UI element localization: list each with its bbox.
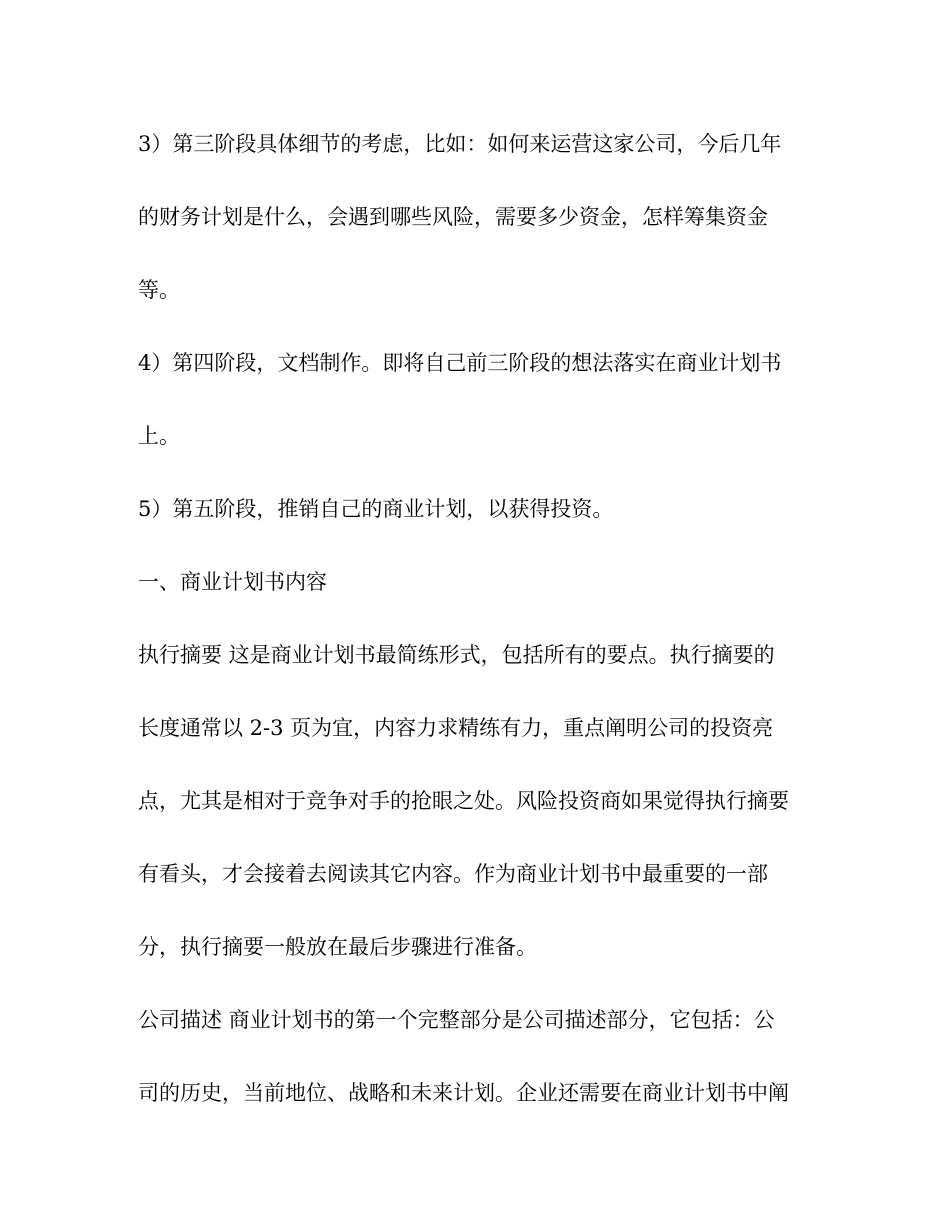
text-line: 4）第四阶段，文档制作。即将自己前三阶段的想法落实在商业计划书 xyxy=(138,351,782,375)
text-line: 的财务计划是什么，会遇到哪些风险，需要多少资金，怎样筹集资金 xyxy=(138,205,768,229)
text-line: 5）第五阶段，推销自己的商业计划，以获得投资。 xyxy=(138,497,614,521)
text-line: 公司描述 商业计划书的第一个完整部分是公司描述部分，它包括：公 xyxy=(138,1008,775,1032)
text-line: 执行摘要 这是商业计划书最简练形式，包括所有的要点。执行摘要的 xyxy=(138,643,775,667)
text-line: 有看头，才会接着去阅读其它内容。作为商业计划书中最重要的一部 xyxy=(138,862,768,886)
text-line: 点，尤其是相对于竞争对手的抢眼之处。风险投资商如果觉得执行摘要 xyxy=(138,789,789,813)
text-line: 上。 xyxy=(138,424,180,448)
text-line: 3）第三阶段具体细节的考虑，比如：如何来运营这家公司，今后几年 xyxy=(138,132,782,156)
text-line: 分，执行摘要一般放在最后步骤进行准备。 xyxy=(138,935,537,959)
text-line: 司的历史，当前地位、战略和未来计划。企业还需要在商业计划书中阐 xyxy=(138,1081,789,1105)
text-line: 等。 xyxy=(138,278,180,302)
text-line: 长度通常以 2-3 页为宜，内容力求精练有力，重点阐明公司的投资亮 xyxy=(138,716,774,740)
section-heading: 一、商业计划书内容 xyxy=(138,570,327,594)
